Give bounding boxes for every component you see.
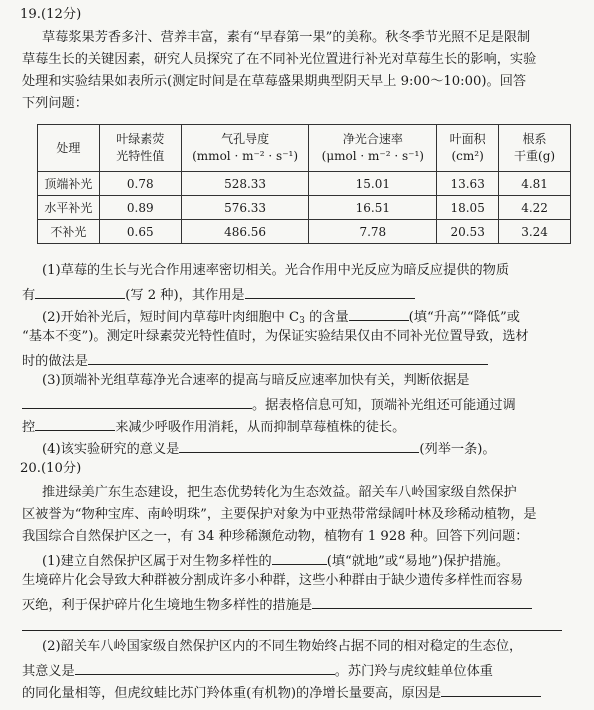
answer-blank[interactable] — [349, 306, 409, 321]
table-cell: 528.33 — [181, 172, 309, 196]
table-cell: 20.53 — [437, 220, 499, 244]
q19-part3-line-2: 。据表格信息可知，顶端补光组还可能通过调 — [22, 394, 584, 415]
table-cell: 0.89 — [99, 196, 181, 220]
header-treatment: 处理 — [38, 125, 100, 172]
q19-intro-line-1: 草莓浆果芳香多汁、营养丰富，素有“早春第一果”的美称。秋冬季节光照不足是限制 — [42, 30, 531, 45]
q19-part2-line-1: (2)开始补光后，短时间内草莓叶肉细胞中 $C_3$ 的含量 (填“升高”“降低”或 — [42, 306, 584, 330]
q20-part1-line-2: 生境碎片化会导致大种群被分割成许多小种群，这些小种群由于缺少遗传多样性而容易 — [22, 573, 524, 588]
answer-blank[interactable] — [22, 616, 562, 631]
answer-blank[interactable] — [35, 416, 115, 431]
q20-intro-line-2: 区被誉为“物种宝库、南岭明珠”，主要保护对象为中亚热带常绿阔叶林及珍稀动植物，是 — [22, 507, 537, 522]
q19-intro-line-3: 处理和实验结果如表所示(测定时间是在草莓盛果期典型阴天早上 9:00～10:00)。回答 — [22, 74, 527, 89]
header-leaf-area: 叶面积 (cm²) — [437, 125, 499, 172]
q20-heading: 20.(10分) — [20, 461, 82, 476]
answer-blank[interactable] — [22, 394, 252, 409]
q20-intro-line-3: 我国综合自然保护区之一，有 34 种珍稀濒危动物，植物有 1 928 种。回答下列问题： — [22, 529, 529, 544]
q19-part2-line-3: 时的做法是 — [22, 350, 584, 371]
table-cell: 7.78 — [309, 220, 437, 244]
table-cell: 16.51 — [309, 196, 437, 220]
q19-part4-line: (4)该实验研究的意义是 (列举一条)。 — [42, 438, 584, 459]
q20-part1-line-1: (1)建立自然保护区属于对生物多样性的 (填“就地”或“易地”)保护措施。 — [42, 550, 584, 571]
table-cell: 3.24 — [499, 220, 571, 244]
table-cell: 0.65 — [99, 220, 181, 244]
answer-blank[interactable] — [441, 682, 541, 697]
table-row — [38, 196, 571, 220]
table-cell: 水平补光 — [38, 196, 100, 220]
table-cell: 0.78 — [99, 172, 181, 196]
header-stomatal-conductance: 气孔导度 (mmol · m⁻² · s⁻¹) — [181, 125, 309, 172]
table-cell: 486.56 — [181, 220, 309, 244]
q20-part2-line-1: (2)韶关车八岭国家级自然保护区内的不同生物始终占据不同的相对稳定的生态位， — [42, 639, 523, 654]
table-cell: 4.22 — [499, 196, 571, 220]
table-cell: 576.33 — [181, 196, 309, 220]
q19-heading: 19.(12分) — [20, 7, 82, 22]
header-chlorophyll: 叶绿素荧 光特性值 — [99, 125, 181, 172]
q20-part1-line-3: 灭绝，利于保护碎片化生境地生物多样性的措施是 — [22, 594, 584, 615]
q19-part3-line-1: (3)顶端补光组草莓净光合速率的提高与暗反应速率加快有关，判断依据是 — [42, 373, 470, 388]
answer-blank[interactable] — [75, 660, 335, 675]
q19-part2-line-2: “基本不变”)。测定叶绿素荧光特性值时，为保证实验结果仅由不同补光位置导致，选材 — [22, 329, 529, 344]
answer-blank[interactable] — [245, 284, 415, 299]
answer-blank[interactable] — [88, 350, 488, 365]
table-cell: 不补光 — [38, 220, 100, 244]
header-root-dry-weight: 根系 干重(g) — [499, 125, 571, 172]
q20-part1-line-4 — [22, 616, 584, 637]
table-cell: 15.01 — [309, 172, 437, 196]
table-cell: 13.63 — [437, 172, 499, 196]
answer-blank[interactable] — [272, 550, 327, 565]
q19-part1-line-1: (1)草莓的生长与光合作用速率密切相关。光合作用中光反应为暗反应提供的物质 — [42, 263, 510, 278]
table-row — [38, 172, 571, 196]
results-table — [37, 124, 571, 244]
q20-part2-line-2: 其意义是 。苏门羚与虎纹蛙单位体重 — [22, 660, 584, 681]
q19-intro-line-4: 下列问题： — [22, 96, 88, 111]
header-net-photosynthesis: 净光合速率 (μmol · m⁻² · s⁻¹) — [309, 125, 437, 172]
table-header-row — [38, 125, 571, 172]
answer-blank[interactable] — [179, 438, 419, 453]
q20-part2-line-3: 的同化量相等，但虎纹蛙比苏门羚体重(有机物)的净增长量要高，原因是 — [22, 682, 584, 703]
q19-part1-line-2: 有 (写 2 种)，其作用是 — [22, 284, 584, 305]
table-cell: 18.05 — [437, 196, 499, 220]
table-cell: 4.81 — [499, 172, 571, 196]
table-row — [38, 220, 571, 244]
table-cell: 顶端补光 — [38, 172, 100, 196]
q19-intro-line-2: 草莓生长的关键因素，研究人员探究了在不同补光位置进行补光对草莓生长的影响，实验 — [22, 52, 537, 67]
q20-intro-line-1: 推进绿美广东生态建设，把生态优势转化为生态效益。韶关车八岭国家级自然保护 — [42, 485, 517, 500]
answer-blank[interactable] — [35, 284, 125, 299]
q19-part3-line-3: 控 来减少呼吸作用消耗，从而抑制草莓植株的徒长。 — [22, 416, 584, 437]
answer-blank[interactable] — [312, 594, 532, 609]
